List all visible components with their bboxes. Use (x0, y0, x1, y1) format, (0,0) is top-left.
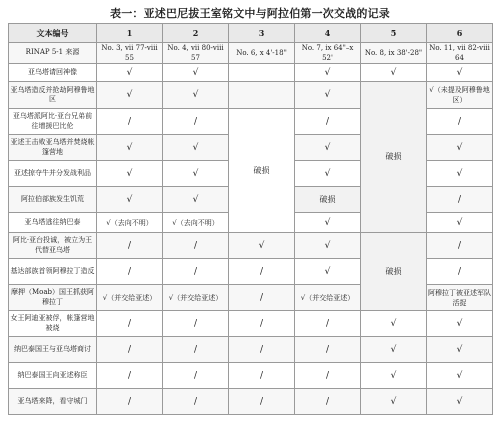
table-row (9, 363, 493, 389)
source-row (9, 43, 493, 64)
row-label: RINAP 5-1 来源 (9, 43, 97, 64)
table-row (9, 64, 493, 82)
row-label: 亚述掠夺牛并分发战利品 (9, 161, 97, 187)
table-cell: √ (97, 135, 163, 161)
table-cell: / (163, 259, 229, 285)
table-cell: √ (295, 64, 361, 82)
table-cell: / (163, 311, 229, 337)
table-cell: / (229, 285, 295, 311)
table-cell: / (427, 187, 493, 213)
table-title: 表一：亚述巴尼拔王室铭文中与阿拉伯第一次交战的记录 (110, 7, 390, 20)
table-cell: √ (427, 311, 493, 337)
table-cell: / (97, 363, 163, 389)
row-label: 基达部族首领阿穆拉丁造反 (9, 259, 97, 285)
table-cell: √（并交给亚述） (295, 285, 361, 311)
table-cell: / (427, 109, 493, 135)
row-label: 亚乌塔逃往纳巴泰 (9, 213, 97, 233)
table-cell: √ (361, 337, 427, 363)
table-cell: / (163, 109, 229, 135)
table-cell: / (97, 233, 163, 259)
table-cell: √ (295, 82, 361, 109)
table-cell: √ (163, 135, 229, 161)
table-cell: / (97, 311, 163, 337)
table-cell: 阿穆拉丁被亚述军队活捉 (427, 285, 493, 311)
header-cell: 5 (361, 24, 427, 43)
row-label: 亚乌塔派阿比·亚台兄弟前往增援巴比伦 (9, 109, 97, 135)
table-cell: / (163, 233, 229, 259)
table-cell: √ (427, 389, 493, 415)
source-cell: No. 7, ix 64"–x 52' (295, 43, 361, 64)
table-cell: / (229, 259, 295, 285)
damaged-cell: 破损 (229, 109, 295, 233)
table-cell: √（未提及阿穆鲁地区） (427, 82, 493, 109)
source-cell: No. 8, ix 38'-28" (361, 43, 427, 64)
table-cell: √ (295, 213, 361, 233)
table-cell: √ (427, 64, 493, 82)
source-cell: No. 11, vii 82-viii 64 (427, 43, 493, 64)
table-cell (229, 64, 295, 82)
header-cell: 2 (163, 24, 229, 43)
table-cell: √ (229, 233, 295, 259)
table-cell: √ (97, 64, 163, 82)
table-cell: √ (97, 161, 163, 187)
source-cell: No. 3, vii 77-viii 55 (97, 43, 163, 64)
table-cell: / (229, 363, 295, 389)
row-label: 亚乌塔造反并抢劫阿穆鲁地区 (9, 82, 97, 109)
damaged-cell: 破损 (361, 233, 427, 311)
table-cell: / (97, 109, 163, 135)
table-cell: √ (295, 161, 361, 187)
table-cell: / (229, 311, 295, 337)
header-cell: 3 (229, 24, 295, 43)
row-label: 阿拉伯部族发生饥荒 (9, 187, 97, 213)
table-cell: / (295, 337, 361, 363)
table-row (9, 389, 493, 415)
table-cell: √ (427, 337, 493, 363)
table-cell: / (427, 233, 493, 259)
table-cell: √ (163, 64, 229, 82)
row-label: 亚乌塔请回神像 (9, 64, 97, 82)
table-cell: / (163, 389, 229, 415)
table-cell: / (163, 363, 229, 389)
header-cell: 4 (295, 24, 361, 43)
table-cell: √ (427, 213, 493, 233)
row-label: 纳巴泰国王与亚乌塔商讨 (9, 337, 97, 363)
table-cell: / (295, 109, 361, 135)
table-cell: / (295, 363, 361, 389)
table-cell: / (229, 389, 295, 415)
table-cell: √ (361, 363, 427, 389)
table-cell: / (295, 311, 361, 337)
table-cell (229, 82, 295, 109)
table-row (9, 311, 493, 337)
table-cell: √ (295, 135, 361, 161)
damaged-cell: 破损 (361, 82, 427, 233)
header-cell: 1 (97, 24, 163, 43)
table-cell: √ (361, 389, 427, 415)
table-cell: √ (427, 161, 493, 187)
header-cell: 文本编号 (9, 24, 97, 43)
table-row (9, 233, 493, 259)
table-cell: √ (361, 64, 427, 82)
table-cell: / (97, 259, 163, 285)
table-cell: / (295, 389, 361, 415)
row-label: 摩押（Moab）国王抓获阿穆拉丁 (9, 285, 97, 311)
table-row (9, 337, 493, 363)
table-cell: / (163, 337, 229, 363)
table-cell: √ (427, 135, 493, 161)
table-row (9, 82, 493, 109)
source-cell: No. 6, x 4'-18" (229, 43, 295, 64)
row-label: 纳巴泰国王向亚述称臣 (9, 363, 97, 389)
table-cell: √（并交给亚述） (97, 285, 163, 311)
source-cell: No. 4, vii 80-viii 57 (163, 43, 229, 64)
row-label: 亚述王击败亚乌塔并焚烧帐篷营地 (9, 135, 97, 161)
table-cell: / (97, 389, 163, 415)
table-cell: √ (163, 82, 229, 109)
row-label: 亚乌塔来降，看守城门 (9, 389, 97, 415)
table-cell: / (97, 337, 163, 363)
table-cell: √ (163, 187, 229, 213)
row-label: 女王阿迪亚被俘，帐篷营地被烧 (9, 311, 97, 337)
table-cell: √ (361, 311, 427, 337)
table-cell: √（去向不明） (163, 213, 229, 233)
table-cell: / (229, 337, 295, 363)
damaged-cell: 破损 (295, 187, 361, 213)
table-cell: √ (295, 259, 361, 285)
table-cell: √ (427, 363, 493, 389)
header-cell: 6 (427, 24, 493, 43)
header-row (9, 24, 493, 43)
table-cell: √ (97, 187, 163, 213)
table-cell: √ (295, 233, 361, 259)
table-cell: / (427, 259, 493, 285)
table-cell: √ (163, 161, 229, 187)
table-cell: √（去向不明） (97, 213, 163, 233)
records-table (8, 23, 493, 415)
row-label: 阿比·亚台投诚，被立为王代替亚乌塔 (9, 233, 97, 259)
table-cell: √（并交给亚述） (163, 285, 229, 311)
table-cell: √ (97, 82, 163, 109)
